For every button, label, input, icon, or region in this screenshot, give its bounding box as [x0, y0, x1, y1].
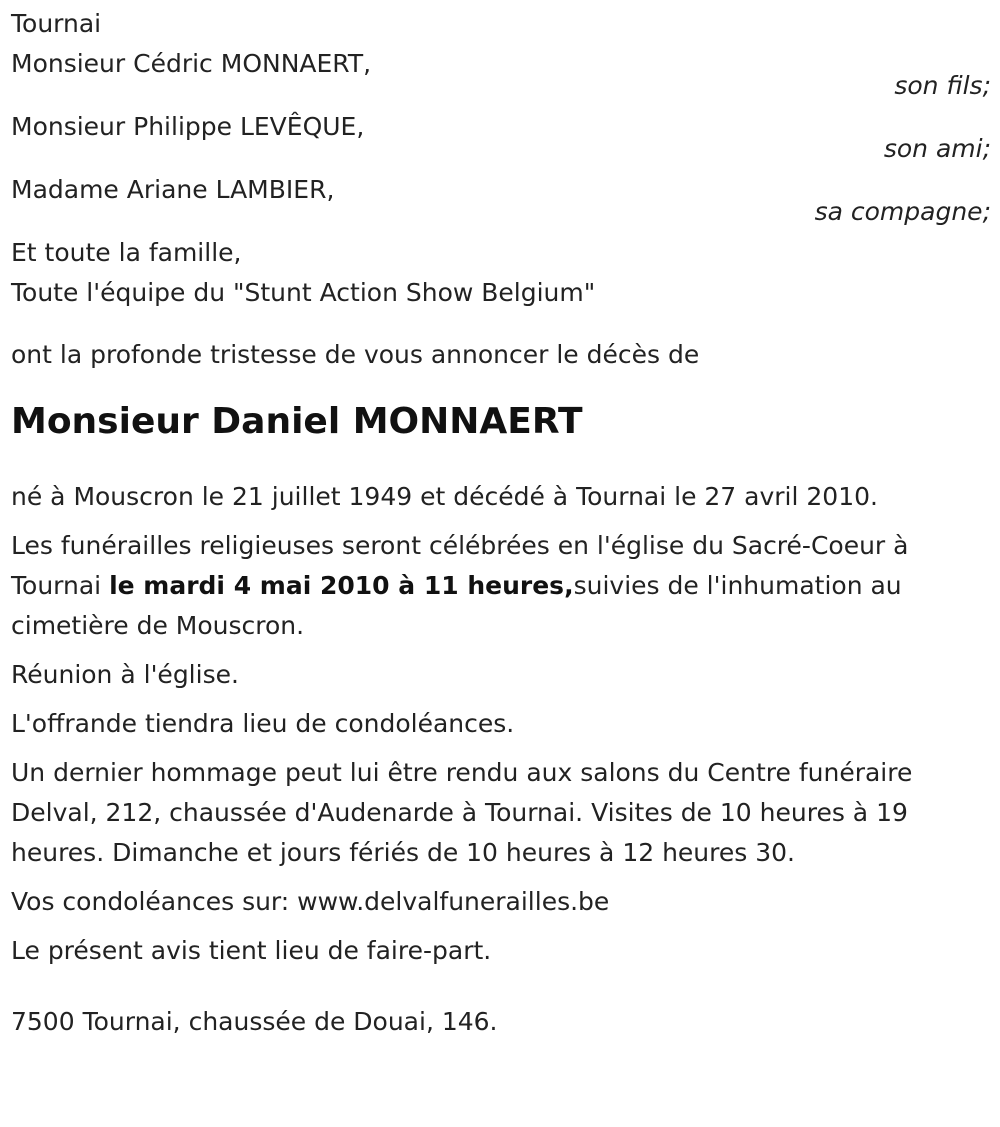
tribute-paragraph — [11, 753, 991, 873]
deceased-name: Monsieur Daniel MONNAERT — [11, 401, 583, 442]
family-member-relation: sa compagne; — [814, 197, 991, 226]
tribute-line-3: heures. Dimanche et jours fériés de 10 heures à 12 heures 30. — [11, 838, 795, 867]
announcement: ont la profonde tristesse de vous annoncer le décès de — [11, 340, 700, 369]
address-line: 7500 Tournai, chaussée de Douai, 146. — [11, 1007, 498, 1036]
funeral-line-2 — [11, 566, 991, 606]
family-member — [11, 107, 991, 170]
family-member-relation: son ami; — [883, 134, 991, 163]
family-member-name: Monsieur Cédric MONNAERT, — [11, 49, 372, 78]
condolences-line: Vos condoléances sur: www.delvalfunerailles.be — [11, 887, 610, 916]
funeral-line-3: cimetière de Mouscron. — [11, 611, 305, 640]
family-member — [11, 44, 991, 107]
funeral-line-2-prefix: Tournai — [11, 571, 110, 600]
funeral-date: le mardi 4 mai 2010 à 11 heures, — [109, 571, 574, 600]
funeral-paragraph — [11, 526, 991, 646]
obituary-notice — [0, 4, 1000, 1127]
meeting-line: Réunion à l'église. — [11, 660, 239, 689]
faire-part-line: Le présent avis tient lieu de faire-part. — [11, 936, 492, 965]
family-member-name: Madame Ariane LAMBIER, — [11, 175, 335, 204]
family-member-name: Monsieur Philippe LEVÊQUE, — [11, 112, 365, 141]
family-member — [11, 170, 991, 233]
team-line: Toute l'équipe du "Stunt Action Show Belgium" — [11, 278, 596, 307]
funeral-line-2-suffix: suivies de l'inhumation au — [573, 571, 902, 600]
birth-death-line: né à Mouscron le 21 juillet 1949 et décédé à Tournai le 27 avril 2010. — [11, 482, 878, 511]
tribute-line-2: Delval, 212, chaussée d'Audenarde à Tournai. Visites de 10 heures à 19 — [11, 798, 908, 827]
offering-line: L'offrande tiendra lieu de condoléances. — [11, 709, 515, 738]
family-member-relation: son fils; — [894, 71, 991, 100]
family-all: Et toute la famille, — [11, 238, 242, 267]
funeral-line-1: Les funérailles religieuses seront célébrées en l'église du Sacré-Coeur à — [11, 531, 909, 560]
tribute-line-1: Un dernier hommage peut lui être rendu aux salons du Centre funéraire — [11, 758, 913, 787]
city-heading: Tournai — [11, 9, 102, 38]
